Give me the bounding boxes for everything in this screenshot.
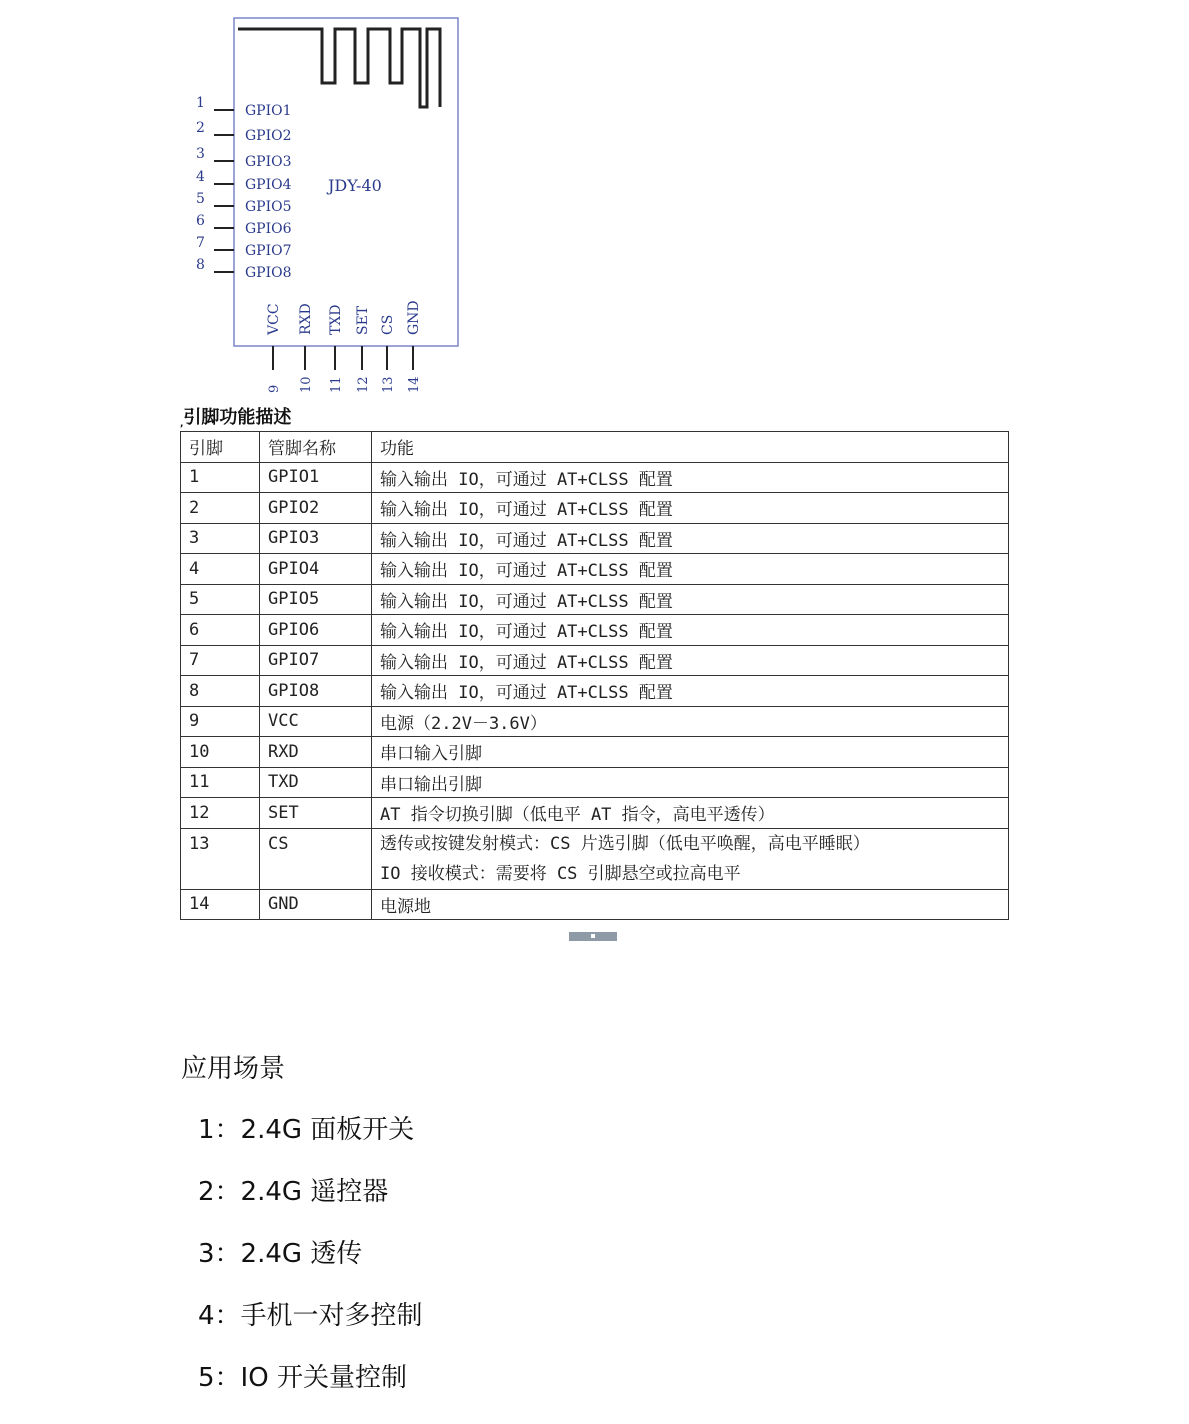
pin-number-cell: 12 [181,798,260,829]
scenario-item: 5：IO 开关量控制 [198,1363,407,1393]
bottom-pin-label: SET [355,305,371,335]
table-row [181,676,1009,707]
table-row [181,493,1009,524]
scenario-item: 4：手机一对多控制 [198,1301,423,1331]
bottom-pin-label: VCC [266,303,282,335]
section-caption [180,403,291,429]
left-pin-label: GPIO8 [245,265,292,281]
header-pin-name: 管脚名称 [260,432,372,463]
pin-name-cell: GPIO3 [260,523,372,554]
left-pin-label: GPIO4 [245,177,292,193]
table-header-row [181,432,1009,463]
antenna-trace [238,29,440,107]
left-pin-number: 6 [196,213,205,229]
bottom-pin-number: 12 [356,376,371,393]
table-row [181,462,1009,493]
pin-name-cell: GND [260,889,372,920]
function-line: IO 接收模式：需要将 CS 引脚悬空或拉高电平 [380,863,741,884]
bottom-pin-label: CS [380,314,396,335]
bottom-pin-label: GND [406,300,422,335]
scenario-item: 2：2.4G 遥控器 [198,1177,389,1207]
caption-marker: , [180,419,184,429]
left-pin-label: GPIO5 [245,199,292,215]
pin-name-cell: GPIO5 [260,584,372,615]
pin-name-cell: VCC [260,706,372,737]
table-row [181,889,1009,920]
pin-number-cell: 8 [181,676,260,707]
pin-name-cell: GPIO7 [260,645,372,676]
left-pin-number: 1 [196,95,205,111]
header-function: 功能 [372,432,1009,463]
pin-name-cell: GPIO8 [260,676,372,707]
function-line: 透传或按键发射模式：CS 片选引脚（低电平唤醒，高电平睡眠） [380,833,870,854]
pin-name-cell: GPIO6 [260,615,372,646]
table-row [181,523,1009,554]
pin-name-cell: GPIO1 [260,462,372,493]
left-pin-group [196,95,292,281]
left-pin-number: 3 [196,146,205,162]
pin-name-cell: TXD [260,767,372,798]
scenario-item: 3：2.4G 透传 [198,1239,363,1269]
pin-number-cell: 4 [181,554,260,585]
left-pin-label: GPIO2 [245,128,292,144]
pin-name-cell: CS [260,828,372,889]
handle-dot-icon [591,934,595,938]
left-pin-number: 4 [196,169,205,185]
pinout-svg [180,10,480,405]
pin-function-cell: 输入输出 IO，可通过 AT+CLSS 配置 [372,645,1009,676]
table-row [181,584,1009,615]
bottom-pin-number: 11 [329,376,344,393]
scenarios-title: 应用场景 [181,1054,286,1084]
left-pin-label: GPIO3 [245,154,292,170]
pin-number-cell: 9 [181,706,260,737]
left-pin-label: GPIO7 [245,243,292,259]
pin-function-cell: 输入输出 IO，可通过 AT+CLSS 配置 [372,615,1009,646]
table-row [181,828,1009,889]
pin-function-cell: 串口输出引脚 [372,767,1009,798]
image-resize-handle[interactable] [569,932,617,941]
pin-function-cell: 电源（2.2V－3.6V） [372,706,1009,737]
pin-number-cell: 7 [181,645,260,676]
caption-text: 引脚功能描述 [183,407,292,428]
pin-number-cell: 3 [181,523,260,554]
pin-function-cell: 输入输出 IO，可通过 AT+CLSS 配置 [372,554,1009,585]
table-row [181,737,1009,768]
pin-number-cell: 2 [181,493,260,524]
pin-name-cell: GPIO2 [260,493,372,524]
pin-function-cell: 输入输出 IO，可通过 AT+CLSS 配置 [372,523,1009,554]
module-name: JDY-40 [328,176,382,195]
left-pin-number: 7 [196,235,205,251]
bottom-pin-number: 13 [381,376,396,393]
table-body [181,462,1009,920]
pin-function-cell: 输入输出 IO，可通过 AT+CLSS 配置 [372,493,1009,524]
left-pin-number: 5 [196,191,205,207]
header-pin: 引脚 [181,432,260,463]
bottom-pin-label: RXD [298,303,314,335]
table-row [181,554,1009,585]
table-row [181,615,1009,646]
table-row [181,706,1009,737]
pin-name-cell: GPIO4 [260,554,372,585]
bottom-pin-number: 14 [407,376,422,393]
pin-name-cell: RXD [260,737,372,768]
pin-function-cell: 电源地 [372,889,1009,920]
table-row [181,767,1009,798]
pin-function-cell: 输入输出 IO，可通过 AT+CLSS 配置 [372,584,1009,615]
pin-function-cell [372,828,1009,889]
pin-number-cell: 1 [181,462,260,493]
pin-number-cell: 5 [181,584,260,615]
pin-name-cell: SET [260,798,372,829]
pin-number-cell: 6 [181,615,260,646]
pin-number-cell: 10 [181,737,260,768]
pinout-diagram [180,10,480,405]
pin-function-cell: 串口输入引脚 [372,737,1009,768]
bottom-pin-label: TXD [328,304,344,335]
table-row [181,798,1009,829]
pin-function-cell: AT 指令切换引脚（低电平 AT 指令，高电平透传） [372,798,1009,829]
bottom-pin-number: 9 [267,384,282,393]
pin-number-cell: 14 [181,889,260,920]
bottom-pin-number: 10 [299,376,314,393]
left-pin-number: 8 [196,257,205,273]
scenario-item: 1：2.4G 面板开关 [198,1115,415,1145]
pin-function-cell: 输入输出 IO，可通过 AT+CLSS 配置 [372,462,1009,493]
table-row [181,645,1009,676]
pin-number-cell: 11 [181,767,260,798]
pin-number-cell: 13 [181,828,260,889]
left-pin-label: GPIO1 [245,103,292,119]
pin-function-cell: 输入输出 IO，可通过 AT+CLSS 配置 [372,676,1009,707]
scenario-list [198,1110,423,1420]
pin-function-table [180,431,1009,920]
left-pin-label: GPIO6 [245,221,292,237]
left-pin-number: 2 [196,120,205,136]
